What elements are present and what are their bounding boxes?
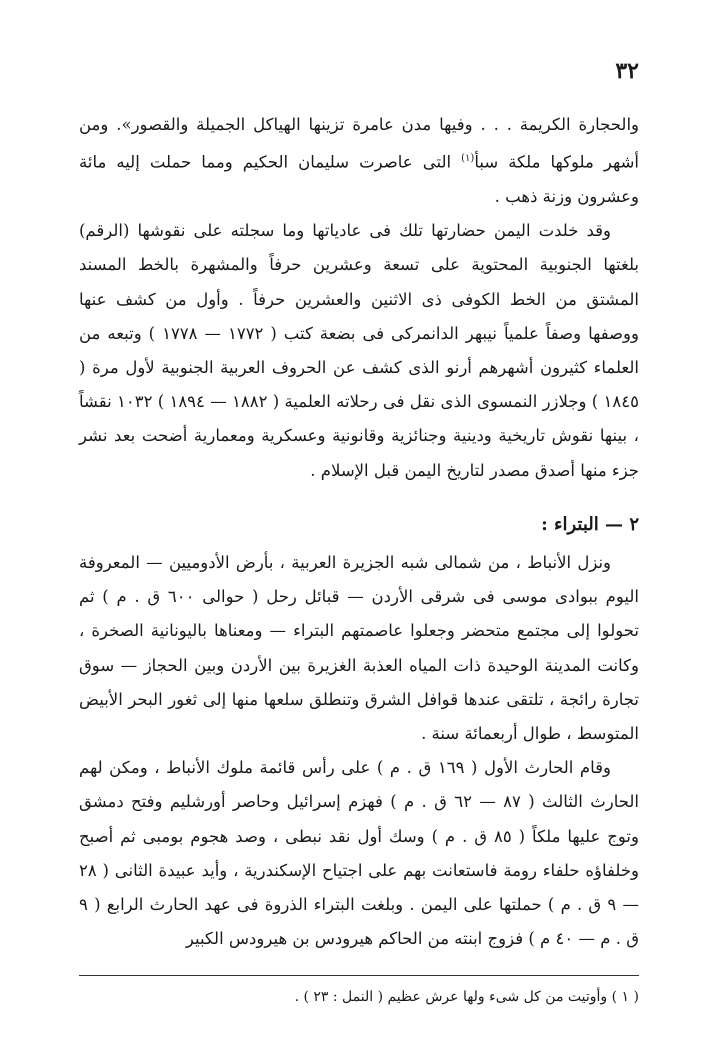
main-text	[79, 108, 639, 956]
paragraph-1-text: والحجارة الكريمة . . . وفيها مدن عامرة تزينها الهياكل الجميلة والقصور». ومن أشهر ملوكها ملكة سبأ	[79, 115, 640, 172]
paragraph-2: وقد خلدت اليمن حضارتها تلك فى عادياتها وما سجلته على نقوشها (الرقم) بلغتها الجنوبية المحتوية على تسعة وعشرين حرفاً والمشهرة بالخط المسند المشتق من الخط الكوفى ذى الاثنين والعشرين حرفاً . وأول من كشف عنها ووصفها وصفاً علمياً نيبهر الدانمركى فى بضعة كتب ( ١٧٧٢ — ١٧٧٨ ) وتبعه من العلماء كثيرون أشهرهم أرنو الذى كشف عن الحروف العربية الجنوبية لأول مرة ( ١٨٤٥ ) وجلازر النمسوى الذى نقل فى رحلاته العلمية ( ١٨٨٢ — ١٨٩٤ ) ١٠٣٢ نقشاً ، بينها نقوش تاريخية ودينية وجنائزية وقانونية وعسكرية ومعمارية أضحت بعد نشر جزء منها أصدق مصدر لتاريخ اليمن قبل الإسلام .	[79, 221, 639, 480]
section-paragraph-1: ونزل الأنباط ، من شمالى شبه الجزيرة العربية ، بأرض الأدوميين — المعروفة اليوم ببوادى موسى فى شرقى الأردن — قبائل رحل ( حوالى ٦٠٠ ق . م ) ثم تحولوا إلى مجتمع متحضر وجعلوا عاصمتهم البتراء — ومعناها باليونانية الصخرة ، وكانت المدينة الوحيدة ذات المياه العذبة الغزيرة بين الأردن وبين الحجاز — سوق تجارة رائجة ، تلتقى عندها قوافل الشرق وتنطلق سلعها منها إلى ثغور البحر الأبيض المتوسط ، طوال أربعمائة سنة .	[79, 552, 639, 743]
paragraph-1-text-after: التى عاصرت سليمان الحكيم ومما حملت إليه مائة وعشرون وزنة ذهب .	[79, 152, 639, 206]
section-paragraph-2: وقام الحارث الأول ( ١٦٩ ق . م ) على رأس قائمة ملوك الأنباط ، ومكن لهم الحارث الثالث ( ٨٧ — ٦٢ ق . م ) فهزم إسرائيل وحاصر أورشليم وفتح دمشق وتوج عليها ملكاً ( ٨٥ ق . م ) وسك أول نقد نبطى ، وصد هجوم بومبى ثم أصبح وخلفاؤه حلفاء رومة فاستعانت بهم على اجتياح الإسكندرية ، وأيد عبيدة الثانى ( ٢٨ — ٩ ق . م ) حملتها على اليمن . وبلغت البتراء الذروة فى عهد الحارث الرابع ( ٩ ق . م — ٤٠ م ) فزوج ابنته من الحاكم هيرودس بن هيرودس الكبير	[79, 758, 639, 949]
paragraph-1	[79, 108, 639, 214]
footnote-marker[interactable]: (١)	[461, 153, 475, 165]
footnote: ( ١ ) وأوتيت من كل شىء ولها عرش عظيم ( النمل : ٢٣ ) .	[294, 989, 639, 1005]
footnote-divider	[79, 975, 639, 976]
page-number: ٣٢	[615, 58, 639, 84]
section-heading: ٢ — البتراء :	[541, 513, 639, 535]
